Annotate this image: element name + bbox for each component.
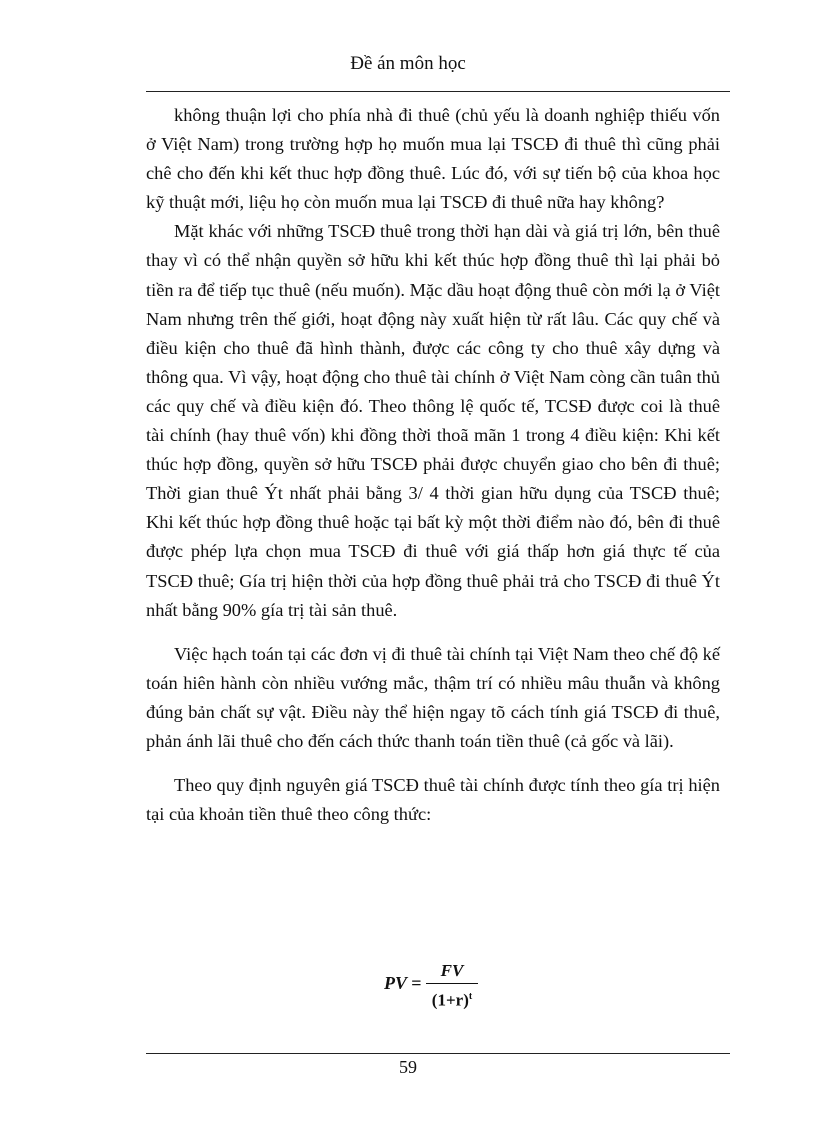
formula-equals: =: [411, 973, 422, 993]
formula-denominator-base: (1+r): [431, 990, 469, 1010]
page-header-title: Đề án môn học: [350, 53, 466, 74]
formula-exponent: t: [468, 991, 473, 1002]
footer-divider: [146, 1053, 730, 1054]
paragraph-4: Theo quy định nguyên giá TSCĐ thuê tài chính được tính theo gía trị hiện tại của khoản tiền thuê theo công thức:: [146, 775, 720, 825]
formula-denominator: [426, 986, 478, 1012]
present-value-formula: [384, 960, 494, 1010]
formula-fraction-bar: [426, 983, 478, 984]
paragraph-1: không thuận lợi cho phía nhà đi thuê (chủ yếu là doanh nghiệp thiếu vốn ở Việt Nam) trong trường hợp họ muốn mua lại TSCĐ đi thuê thì cũng phải chê cho đến khi kết thuc hợp đồng thuê. Lúc đó, với sự tiến bộ của khoa học kỹ thuật mới, liệu họ còn muốn mua lại TSCĐ đi thuê nữa hay không?: [146, 105, 720, 213]
formula-lhs: [384, 973, 421, 994]
formula-pv: PV: [384, 973, 407, 993]
formula-numerator: FV: [440, 961, 464, 980]
paragraph-2: Mặt khác với những TSCĐ thuê trong thời hạn dài và giá trị lớn, bên thuê thay vì có thể nhận quyền sở hữu khi kết thúc hợp đồng thuê thì lại phải bỏ tiền ra để tiếp tục thuê (nếu muốn). Mặc dầu hoạt động thuê còn mới lạ ở Việt Nam nhưng trên thế giới, hoạt động này xuất hiện từ rất lâu. Các quy chế và điều kiện cho thuê đã hình thành, được các công ty cho thuê xây dựng và thông qua. Vì vậy, hoạt động cho thuê tài chính ở Việt Nam còng cần tuân thủ các quy chế và điều kiện đó. Theo thông lệ quốc tế, TCSĐ được coi là thuê tài chính (hay thuê vốn) khi đồng thời thoã mãn 1 trong 4 điều kiện: Khi kết thúc hợp đồng, quyền sở hữu TSCĐ phải được chuyển giao cho bên đi thuê; Thời gian thuê Ýt nhất phải bằng 3/ 4 thời gian hữu dụng của TSCĐ thuê; Khi kết thúc hợp đồng thuê hoặc tại bất kỳ một thời điểm nào đó, bên đi thuê được phép lựa chọn mua TSCĐ đi thuê với giá thấp hơn giá thực tế của TSCĐ thuê; Gía trị hiện thời của hợp đồng thuê phải trả cho TSCĐ đi thuê Ýt nhất bằng 90% gía trị tài sản thuê.: [146, 221, 720, 620]
paragraph-3: Việc hạch toán tại các đơn vị đi thuê tài chính tại Việt Nam theo chế độ kế toán hiên hành còn nhiều vướng mắc, thậm trí có nhiều mâu thuẫn và không đúng bản chất sự vật. Điều này thể hiện ngay tõ cách tính giá TSCĐ đi thuê, phản ánh lãi thuê cho đến cách thức thanh toán tiền thuê (cả gốc và lãi).: [146, 643, 720, 751]
header-divider: [146, 91, 730, 92]
document-body: [146, 101, 720, 829]
formula-fraction: [426, 960, 478, 1012]
page-number: 59: [399, 1057, 417, 1077]
